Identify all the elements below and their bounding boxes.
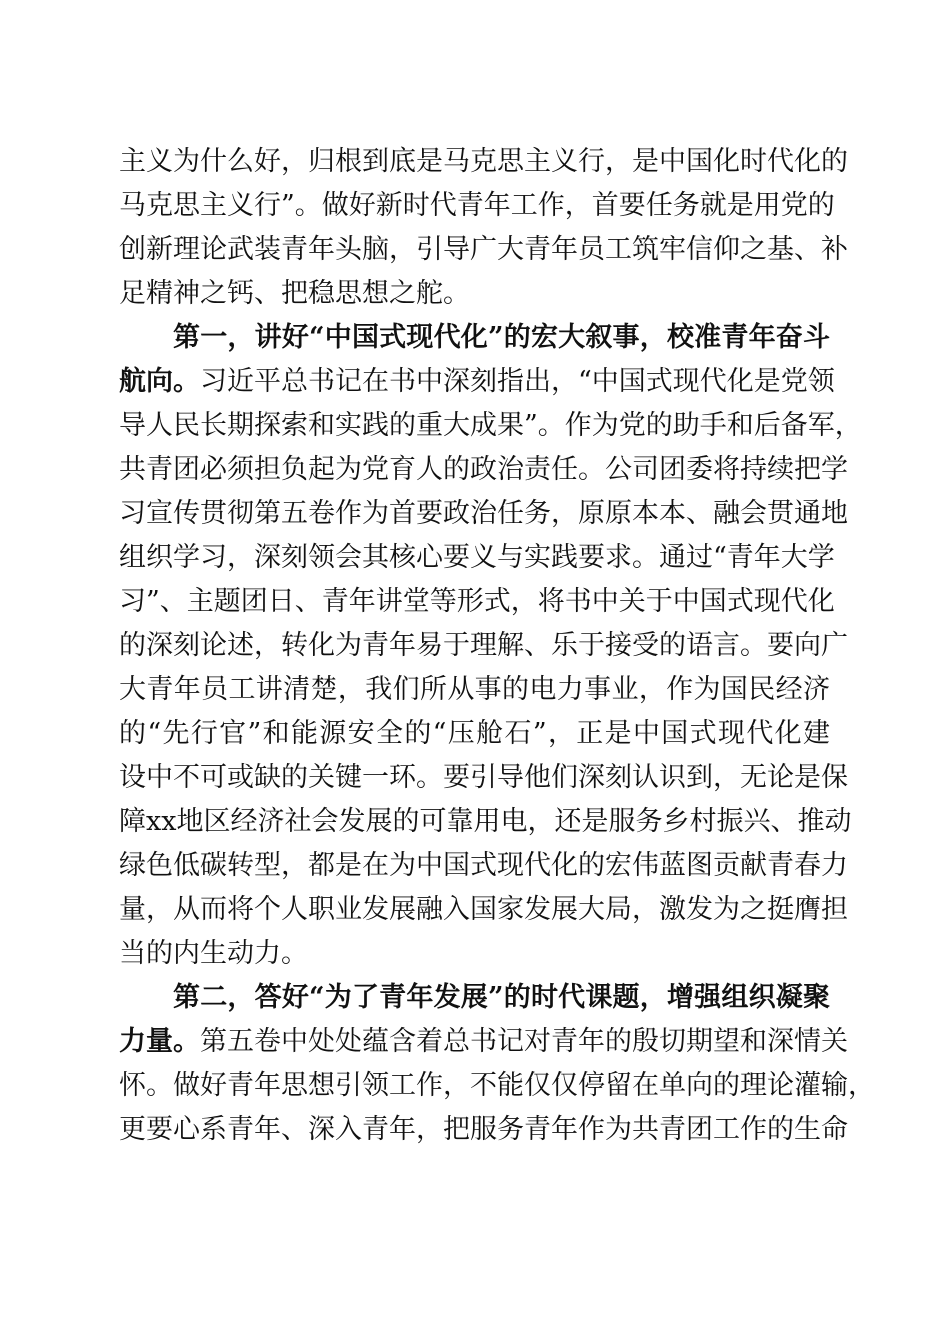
text-line: 习宣传贯彻第五卷作为首要政治任务，原原本本、融会贯通地 [119, 498, 848, 529]
body-text: 第五卷中处处蕴含着总书记对青年的殷切期望和深情关 [200, 1026, 848, 1057]
text-line: 更要心系青年、深入青年，把服务青年作为共青团工作的生命 [119, 1114, 848, 1145]
document-body [119, 140, 875, 1152]
text-line: 习”、主题团日、青年讲堂等形式，将书中关于中国式现代化 [119, 586, 835, 617]
text-line [119, 360, 835, 404]
text-line: 绿色低碳转型，都是在为中国式现代化的宏伟蓝图贡献青春力 [119, 850, 848, 881]
text-line: 障xx地区经济社会发展的可靠用电，还是服务乡村振兴、推动 [119, 806, 852, 837]
text-line: 的深刻论述，转化为青年易于理解、乐于接受的语言。要向广 [119, 630, 848, 661]
text-line: 导人民长期探索和实践的重大成果”。作为党的助手和后备军， [119, 410, 862, 441]
section-heading-end: 航向。 [119, 366, 200, 397]
text-line: 主义为什么好，归根到底是马克思主义行，是中国化时代化的 [119, 146, 848, 177]
text-line [119, 1020, 848, 1064]
text-line: 当的内生动力。 [119, 938, 308, 969]
section-heading-end: 力量。 [119, 1026, 200, 1057]
paragraph-point-2 [119, 976, 875, 1152]
text-line: 大青年员工讲清楚，我们所从事的电力事业，作为国民经济 [119, 674, 830, 705]
text-line: 怀。做好青年思想引领工作，不能仅仅停留在单向的理论灌输， [119, 1070, 875, 1101]
text-line: 创新理论武装青年头脑，引导广大青年员工筑牢信仰之基、补 [119, 234, 848, 265]
paragraph-point-1 [119, 316, 862, 976]
text-line: 组织学习，深刻领会其核心要义与实践要求。通过“青年大学 [119, 542, 835, 573]
section-heading: 第二，答好“为了青年发展”的时代课题，增强组织凝聚 [173, 982, 830, 1013]
text-line: 共青团必须担负起为党育人的政治责任。公司团委将持续把学 [119, 454, 848, 485]
paragraph-intro [119, 140, 848, 316]
section-heading: 第一，讲好“中国式现代化”的宏大叙事，校准青年奋斗 [173, 322, 830, 353]
text-line: 量，从而将个人职业发展融入国家发展大局，激发为之挺膺担 [119, 894, 848, 925]
text-line: 设中不可或缺的关键一环。要引导他们深刻认识到，无论是保 [119, 762, 848, 793]
body-text: 习近平总书记在书中深刻指出，“中国式现代化是党领 [200, 366, 835, 397]
text-line: 马克思主义行”。做好新时代青年工作，首要任务就是用党的 [119, 190, 835, 221]
text-line: 足精神之钙、把稳思想之舵。 [119, 278, 470, 309]
text-line: 的“先行官”和能源安全的“压舱石”，正是中国式现代化建 [119, 718, 830, 749]
